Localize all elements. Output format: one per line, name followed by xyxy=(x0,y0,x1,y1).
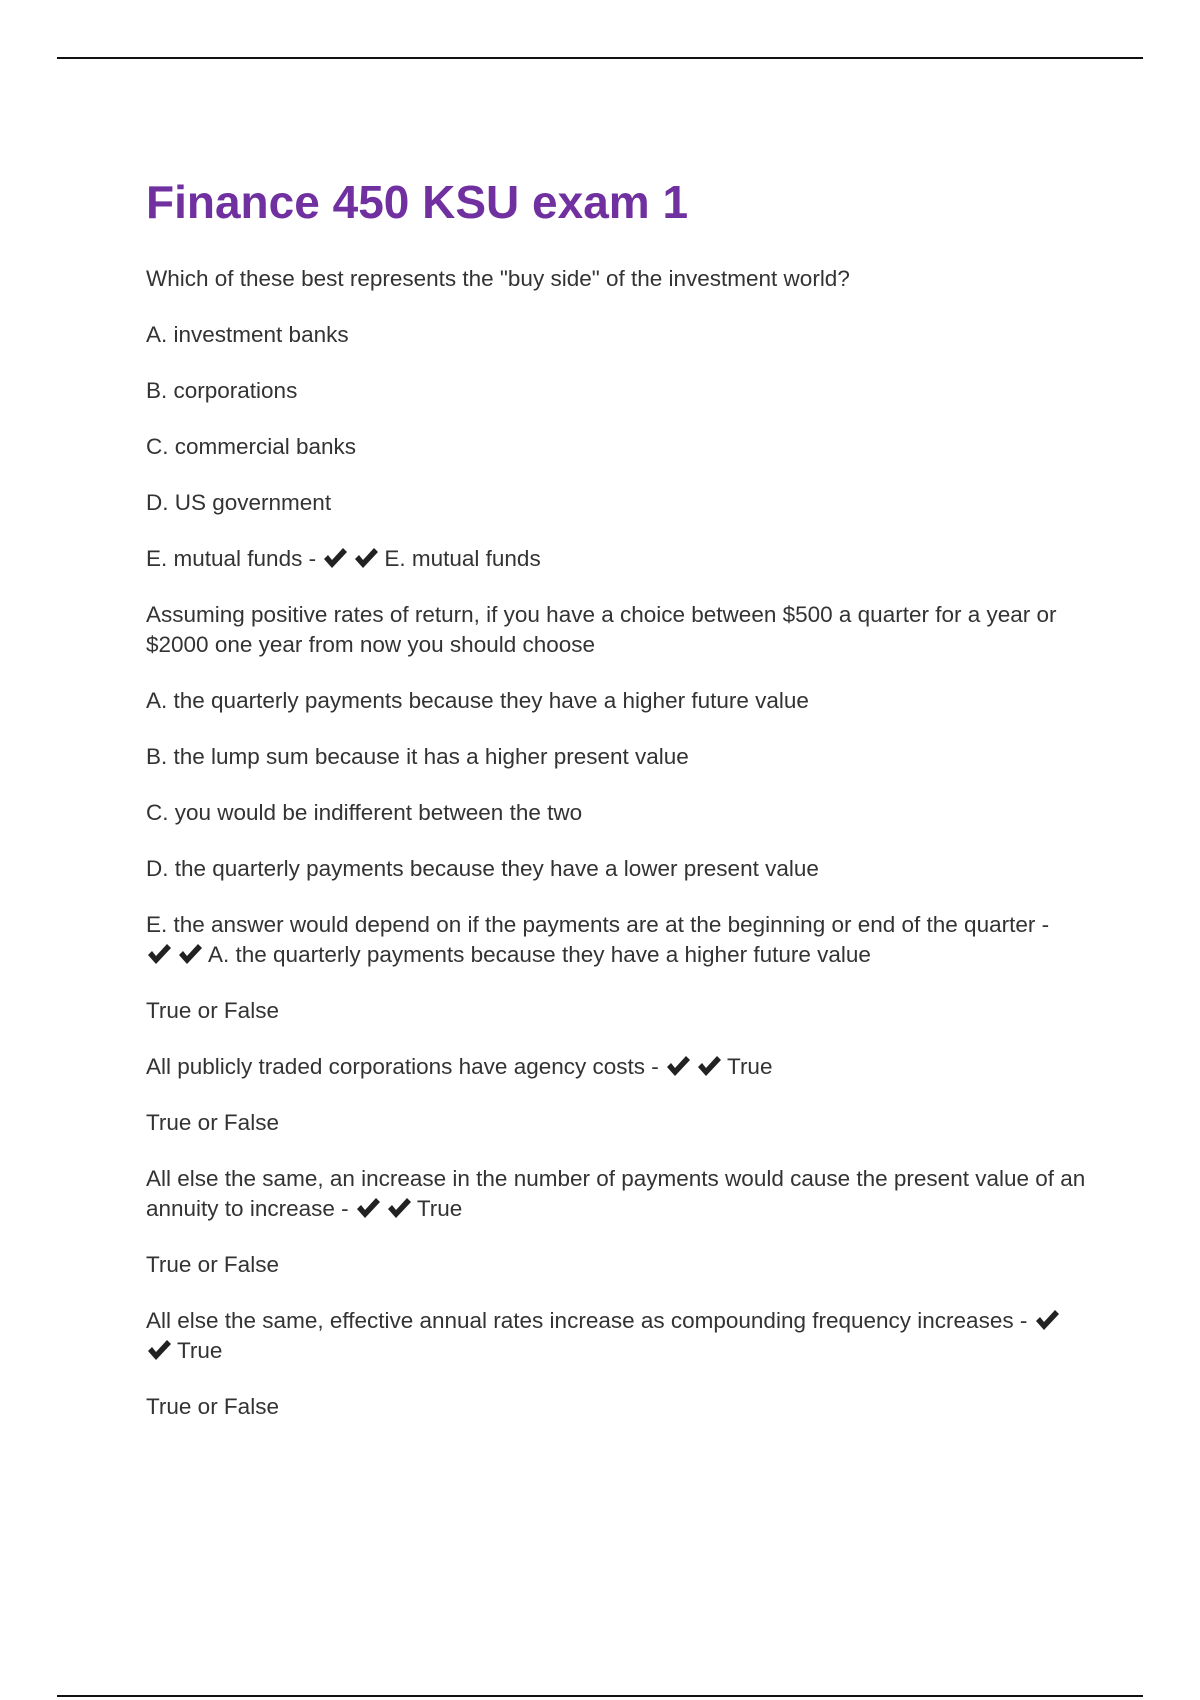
q2-option-c xyxy=(146,798,1086,828)
answer-text: True xyxy=(727,1054,773,1079)
paragraph-text: Which of these best represents the "buy side" of the investment world? xyxy=(146,266,850,291)
paragraph-text: All else the same, an increase in the number of payments would cause the present value of an annuity to increase - xyxy=(146,1166,1086,1221)
q1-option-e-answer xyxy=(146,544,1086,574)
paragraph-text: C. you would be indifferent between the two xyxy=(146,800,583,825)
q2-option-a xyxy=(146,686,1086,716)
paragraph-text: True or False xyxy=(146,1110,279,1135)
paragraph-text: True or False xyxy=(146,1394,279,1419)
q5-type xyxy=(146,1250,1086,1280)
check-mark-icon xyxy=(322,546,348,570)
answer-text: True xyxy=(177,1338,223,1363)
page-top-rule xyxy=(57,57,1143,59)
paragraph-text: C. commercial banks xyxy=(146,434,357,459)
check-mark-icon xyxy=(696,1054,722,1078)
q6-type xyxy=(146,1392,1086,1422)
q1-option-b xyxy=(146,376,1086,406)
answer-text: True xyxy=(416,1196,463,1221)
check-mark-icon xyxy=(386,1196,412,1220)
check-mark-icon xyxy=(355,1196,381,1220)
answer-text: E. mutual funds xyxy=(384,546,541,571)
q1-option-c xyxy=(146,432,1086,462)
q2-option-b xyxy=(146,742,1086,772)
paragraph-text: E. the answer would depend on if the payments are at the beginning or end of the quarter - xyxy=(146,912,1050,937)
paragraph-text: D. US government xyxy=(146,490,332,515)
q3-type xyxy=(146,996,1086,1026)
check-mark-icon xyxy=(1034,1308,1060,1332)
document-title: Finance 450 KSU exam 1 xyxy=(146,176,689,228)
document-body xyxy=(146,170,1086,1448)
q3-question-answer xyxy=(146,1052,1086,1082)
q2-option-e-answer xyxy=(146,910,1086,970)
check-mark-icon xyxy=(146,1338,172,1362)
check-mark-icon xyxy=(353,546,379,570)
q2-option-d xyxy=(146,854,1086,884)
paragraph-text: True or False xyxy=(146,1252,279,1277)
q1-option-d xyxy=(146,488,1086,518)
answer-text: A. the quarterly payments because they have a higher future value xyxy=(208,942,871,967)
q1-option-a xyxy=(146,320,1086,350)
paragraph-text: A. the quarterly payments because they have a higher future value xyxy=(146,688,809,713)
check-mark-icon xyxy=(146,942,172,966)
q4-question-answer xyxy=(146,1164,1086,1224)
q1-question xyxy=(146,264,1086,294)
paragraph-text: All else the same, effective annual rates increase as compounding frequency increases - xyxy=(146,1308,1028,1333)
page-bottom-rule xyxy=(57,1695,1143,1697)
check-mark-icon xyxy=(665,1054,691,1078)
q4-type xyxy=(146,1108,1086,1138)
paragraph-text: True or False xyxy=(146,998,279,1023)
check-mark-icon xyxy=(177,942,203,966)
paragraph-text: D. the quarterly payments because they have a lower present value xyxy=(146,856,819,881)
q5-question-answer xyxy=(146,1306,1086,1366)
paragraph-text: Assuming positive rates of return, if you have a choice between $500 a quarter for a year or $2000 one year from now you should choose xyxy=(146,602,1057,657)
paragraph-text: All publicly traded corporations have agency costs - xyxy=(146,1054,659,1079)
paragraph-text: B. corporations xyxy=(146,378,298,403)
paragraph-text: B. the lump sum because it has a higher present value xyxy=(146,744,689,769)
q2-question xyxy=(146,600,1086,660)
paragraph-text: E. mutual funds - xyxy=(146,546,317,571)
paragraph-text: A. investment banks xyxy=(146,322,349,347)
